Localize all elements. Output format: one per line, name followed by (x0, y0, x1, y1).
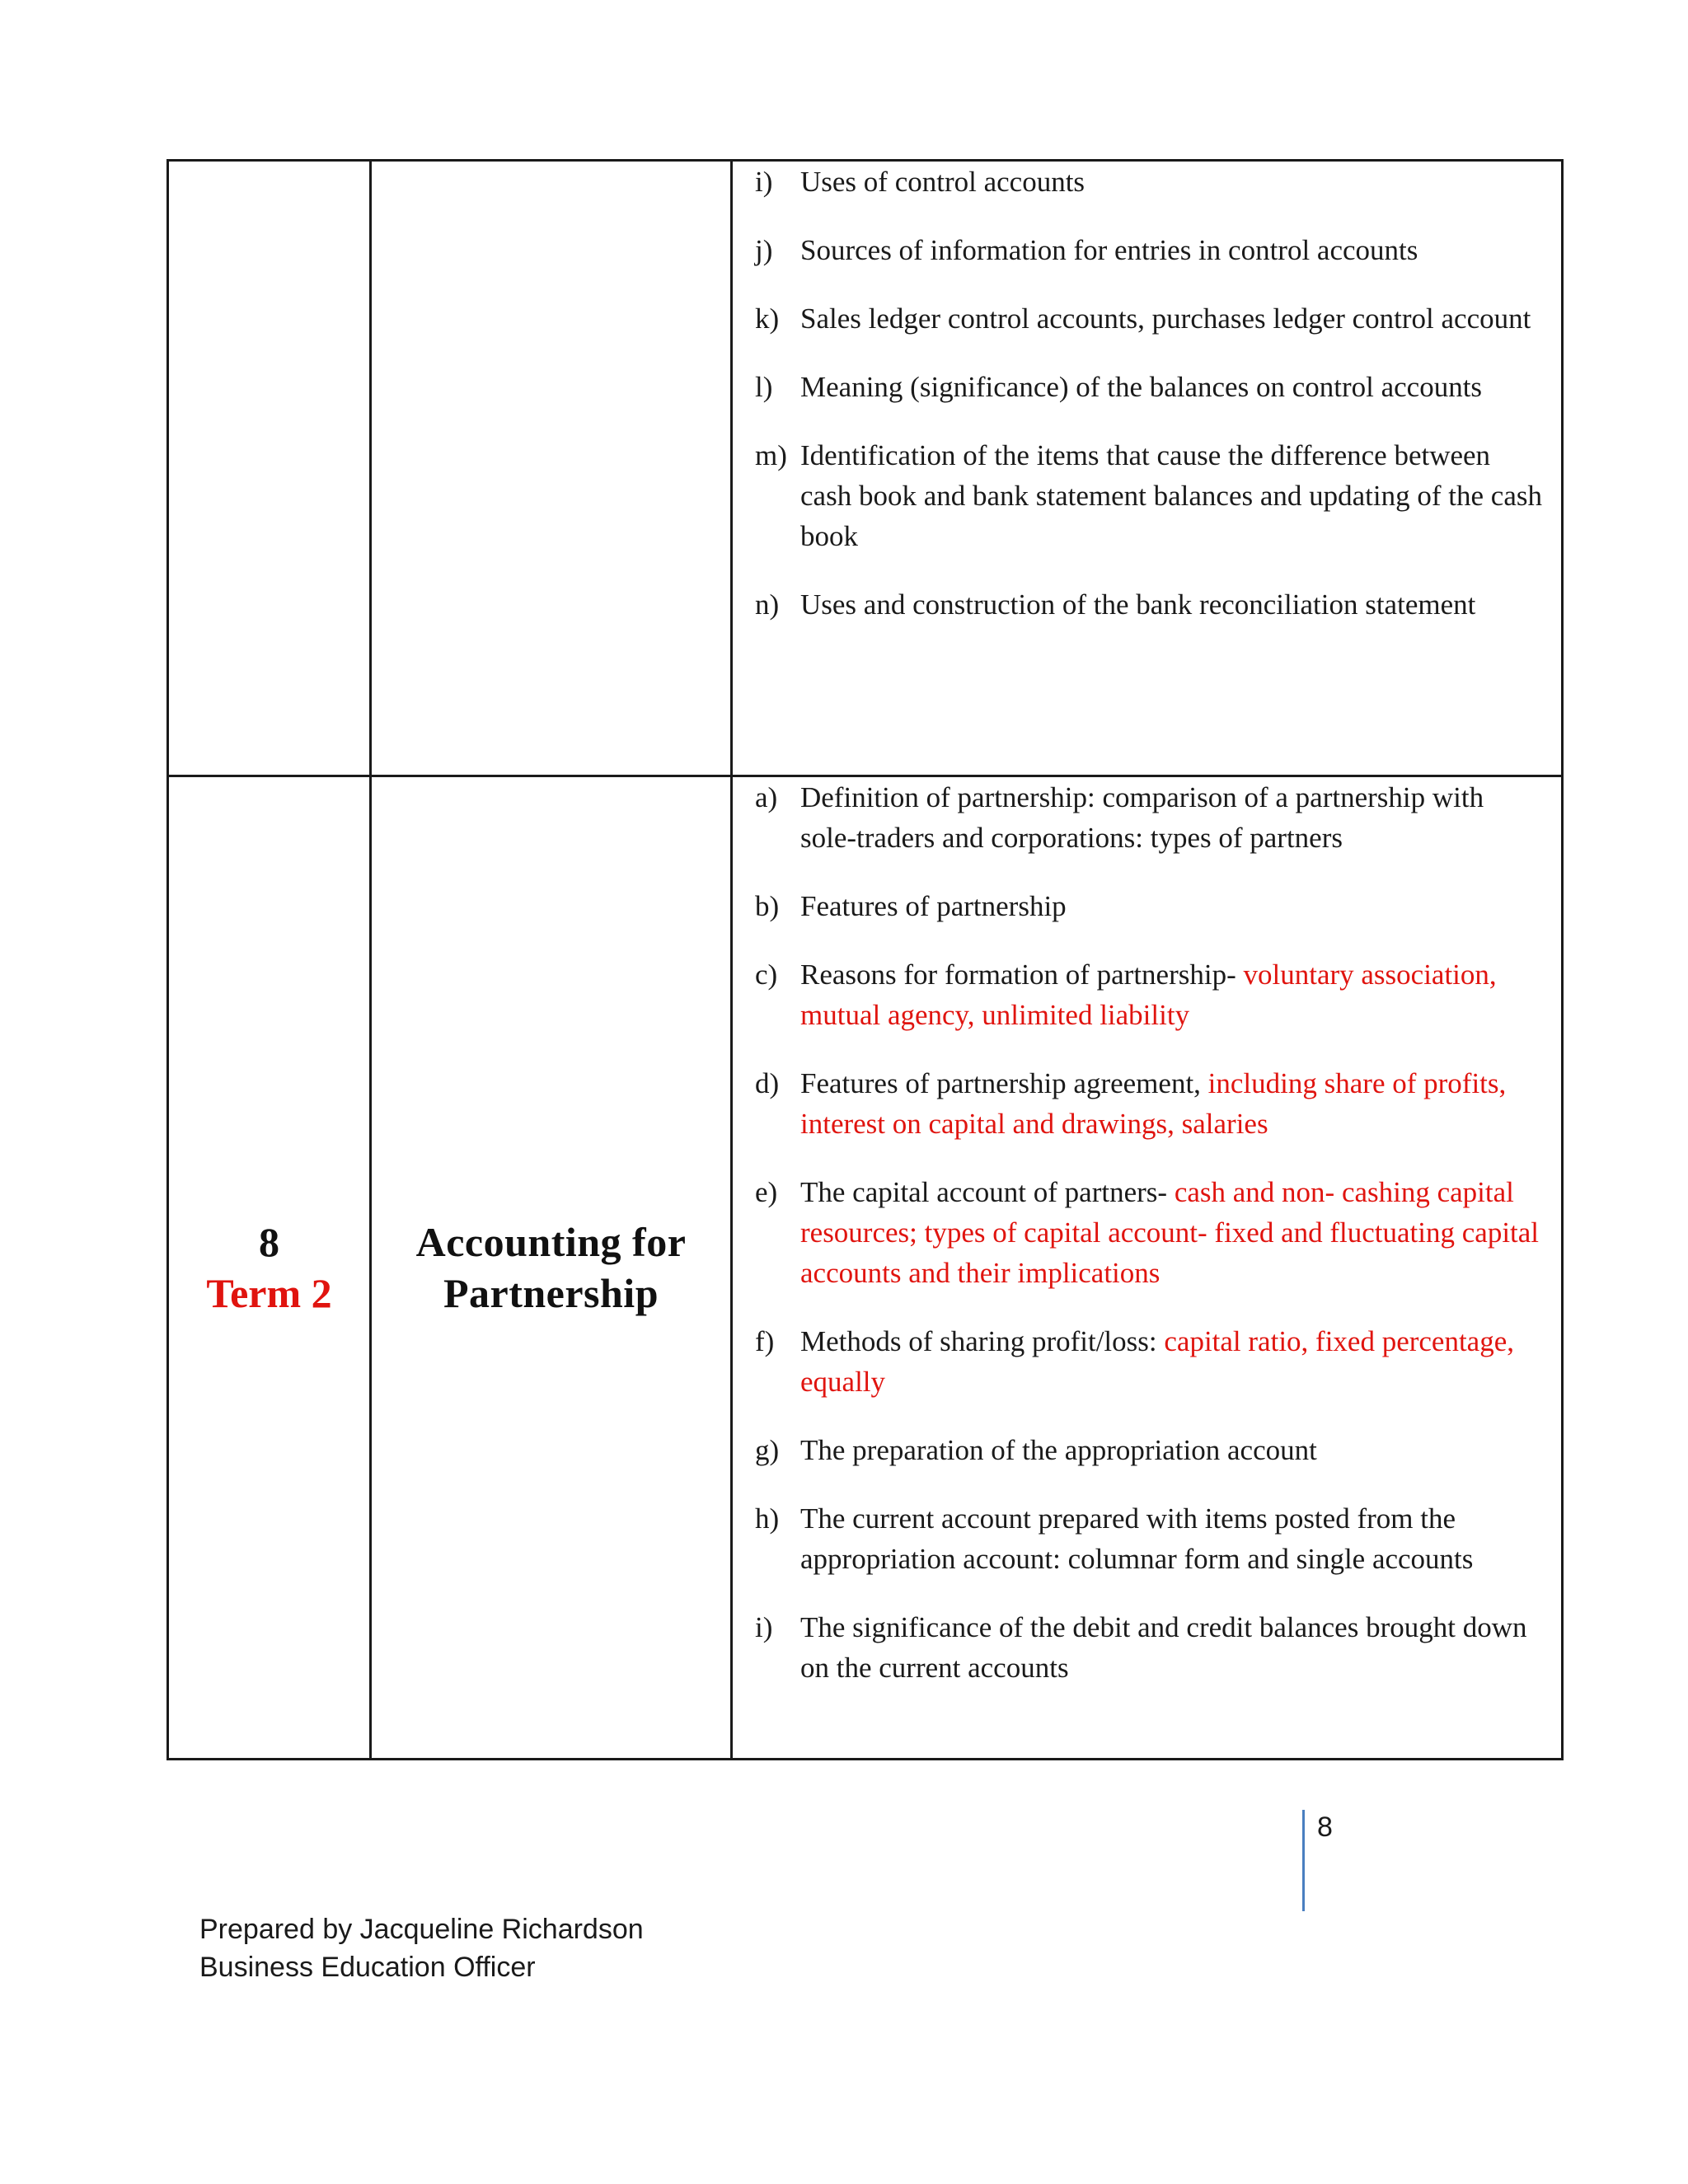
topic-cell (371, 161, 732, 776)
content-cell (732, 776, 1563, 1760)
list-item (755, 162, 1545, 202)
item-text: The current account prepared with items posted from the appropriation account: columnar form and single accounts (800, 1502, 1474, 1575)
content-list (733, 777, 1561, 1688)
topic-title-line1: Accounting for (415, 1219, 687, 1265)
list-item (755, 1430, 1545, 1470)
syllabus-table (166, 159, 1564, 1760)
list-marker: g) (755, 1434, 780, 1466)
list-item (755, 886, 1545, 926)
list-marker: a) (755, 781, 778, 813)
list-item (755, 584, 1545, 625)
item-highlight: voluntary association, mutual agency, unlimited liability (800, 958, 1497, 1031)
footer (199, 1910, 644, 1986)
list-marker: l) (755, 371, 773, 403)
item-text: The preparation of the appropriation account (800, 1434, 1317, 1466)
list-item (755, 954, 1545, 1035)
item-text: Sources of information for entries in control accounts (800, 234, 1418, 266)
footer-title: Business Education Officer (199, 1952, 536, 1983)
list-marker: c) (755, 958, 778, 991)
item-text: Meaning (significance) of the balances on control accounts (800, 371, 1483, 403)
list-item (755, 1063, 1545, 1144)
item-highlight: capital ratio, fixed percentage, equally (800, 1325, 1515, 1398)
table-row (168, 161, 1563, 776)
list-marker: k) (755, 302, 780, 335)
item-text: Features of partnership agreement, (800, 1067, 1208, 1099)
topic-cell (371, 776, 732, 1760)
list-marker: f) (755, 1325, 775, 1357)
week-cell (168, 776, 371, 1760)
list-marker: d) (755, 1067, 780, 1099)
item-highlight: including share of profits, interest on capital and drawings, salaries (800, 1067, 1507, 1140)
topic-title-line2: Partnership (443, 1270, 659, 1316)
item-text: Features of partnership (800, 890, 1067, 922)
list-item (755, 1607, 1545, 1688)
list-item (755, 1321, 1545, 1402)
list-marker: b) (755, 890, 780, 922)
list-item (755, 230, 1545, 270)
list-marker: m) (755, 439, 787, 471)
item-highlight: cash and non- cashing capital resources; types of capital account- fixed and fluctuating capital accounts and their implications (800, 1176, 1540, 1289)
item-text: Uses and construction of the bank reconciliation statement (800, 588, 1476, 621)
list-marker: e) (755, 1176, 778, 1208)
item-text: Definition of partnership: comparison of a partnership with sole-traders and corporations: types of partners (800, 781, 1484, 854)
item-text: Identification of the items that cause the difference between cash book and bank statement balances and updating of the cash book (800, 439, 1542, 552)
list-marker: i) (755, 1611, 773, 1643)
list-marker: h) (755, 1502, 780, 1535)
list-item (755, 298, 1545, 339)
item-text: The capital account of partners- (800, 1176, 1175, 1208)
content-cell (732, 161, 1563, 776)
list-marker: i) (755, 166, 773, 198)
content-list (733, 162, 1561, 625)
list-item (755, 1172, 1545, 1293)
item-text: Reasons for formation of partnership- (800, 958, 1244, 991)
week-number: 8 (259, 1219, 279, 1265)
list-marker: n) (755, 588, 780, 621)
item-text: Uses of control accounts (800, 166, 1085, 198)
list-item (755, 367, 1545, 407)
page-number: 8 (1317, 1811, 1333, 1843)
item-text: Methods of sharing profit/loss: (800, 1325, 1165, 1357)
list-item (755, 1498, 1545, 1579)
footer-author: Prepared by Jacqueline Richardson (199, 1914, 644, 1945)
list-marker: j) (755, 234, 773, 266)
list-item (755, 777, 1545, 858)
list-item (755, 435, 1545, 556)
table-row (168, 776, 1563, 1760)
page-number-divider (1302, 1810, 1305, 1911)
week-cell (168, 161, 371, 776)
item-text: The significance of the debit and credit balances brought down on the current accounts (800, 1611, 1527, 1684)
item-text: Sales ledger control accounts, purchases ledger control account (800, 302, 1531, 335)
term-label: Term 2 (206, 1270, 332, 1316)
